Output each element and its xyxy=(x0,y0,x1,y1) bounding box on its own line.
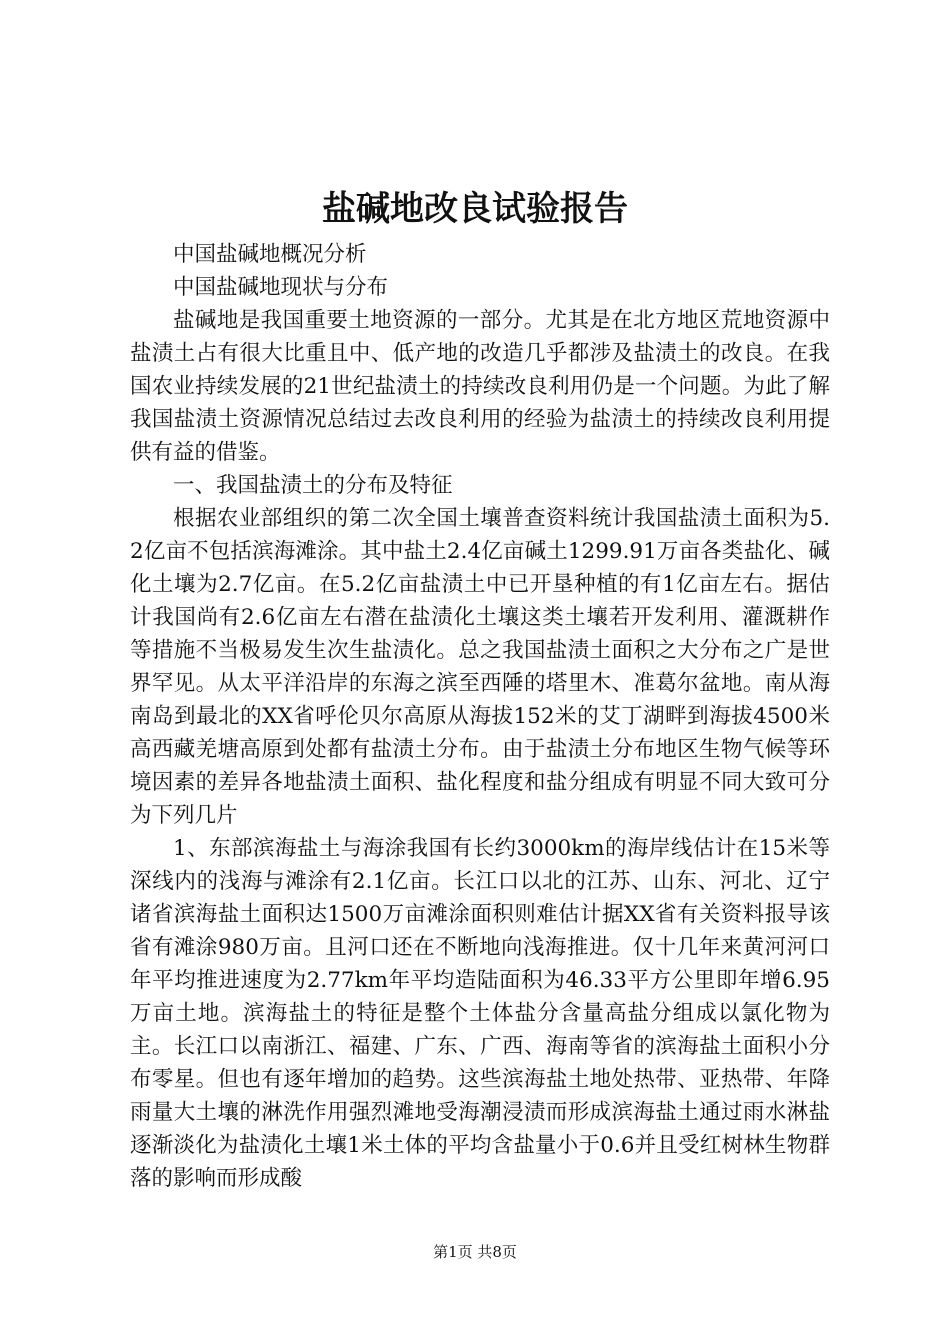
subheading-overview: 中国盐碱地概况分析 xyxy=(173,242,367,267)
section-heading-distribution: 一、我国盐渍土的分布及特征 xyxy=(173,473,453,498)
paragraph-intro: 盐碱地是我国重要土地资源的一部分。尤其是在北方地区荒地资源中盐渍土占有很大比重且中、低产地的改造几乎都涉及盐渍土的改良。在我国农业持续发展的21世纪盐渍土的持续改良利用仍是一个问题。为此了解我国盐渍土资源情况总结过去改良利用的经验为盐渍土的持续改良利用提供有益的借鉴。 xyxy=(130,308,830,465)
document-body xyxy=(130,238,830,1195)
paragraph-coastal-saline: 1、东部滨海盐土与海涂我国有长约3000km的海岸线估计在15米等深线内的浅海与滩涂有2.1亿亩。长江口以北的江苏、山东、河北、辽宁诸省滨海盐土面积达1500万亩滩涂面积则难估计据XX省有关资料报导该省有滩涂980万亩。且河口还在不断地向浅海推进。仅十几年来黄河河口年平均推进速度为2.77km年平均造陆面积为46.33平方公里即年增6.95万亩土地。滨海盐土的特征是整个土体盐分含量高盐分组成以氯化物为主。长江口以南浙江、福建、广东、广西、海南等省的滨海盐土面积小分布零星。但也有逐年增加的趋势。这些滨海盐土地处热带、亚热带、年降雨量大土壤的淋洗作用强烈滩地受海潮浸渍而形成滨海盐土通过雨水淋盐逐渐淡化为盐渍化土壤1米土体的平均含盐量小于0.6并且受红树林生物群落的影响而形成酸 xyxy=(130,836,830,1191)
subheading-status: 中国盐碱地现状与分布 xyxy=(173,275,389,300)
document-title: 盐碱地改良试验报告 xyxy=(322,189,628,229)
paragraph-statistics: 根据农业部组织的第二次全国土壤普查资料统计我国盐渍土面积为5.2亿亩不包括滨海滩涂。其中盐土2.4亿亩碱土1299.91万亩各类盐化、碱化土壤为2.7亿亩。在5.2亿亩盐渍土中已开垦种植的有1亿亩左右。据估计我国尚有2.6亿亩左右潜在盐渍化土壤这类土壤若开发利用、灌溉耕作等措施不当极易发生次生盐渍化。总之我国盐渍土面积之大分布之广是世界罕见。从太平洋沿岸的东海之滨至西陲的塔里木、准葛尔盆地。南从海南岛到最北的XX省呼伦贝尔高原从海拔152米的艾丁湖畔到海拔4500米高西藏羌塘高原到处都有盐渍土分布。由于盐渍土分布地区生物气候等环境因素的差异各地盐渍土面积、盐化程度和盐分组成有明显不同大致可分为下列几片 xyxy=(130,506,830,828)
page-number-footer: 第1页 共8页 xyxy=(433,1243,517,1261)
